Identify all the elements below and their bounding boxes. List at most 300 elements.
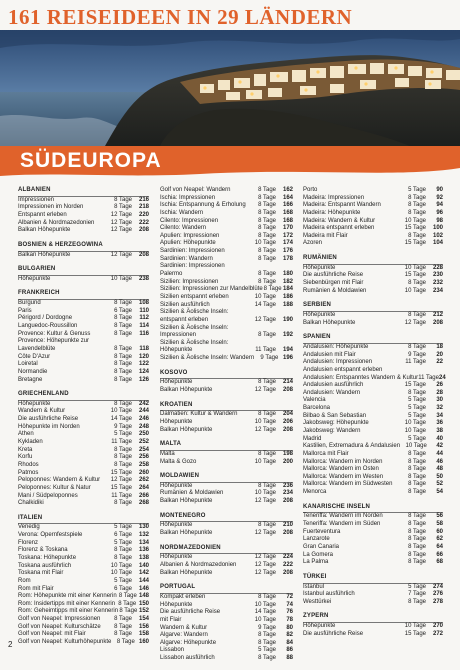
trip-page: 24: [439, 374, 446, 381]
trip-page: 50: [436, 473, 443, 480]
trip-duration: 10 Tage: [254, 490, 276, 497]
trip-row: [303, 584, 443, 592]
trip-row: [18, 369, 149, 377]
trip-name: Höhepunkte: [303, 623, 336, 630]
trip-row: [160, 347, 293, 355]
trip-name: Barcelona: [303, 405, 331, 412]
trip-duration: 8 Tage: [258, 209, 276, 216]
trip-row: [18, 470, 149, 478]
trip-duration: 8 Tage: [408, 513, 426, 520]
trip-name: Rom: Insidertipps mit einer Kennerin: [18, 600, 116, 607]
trip-name: Lanzarote: [303, 536, 330, 543]
trip-name: entspannt erleben: [160, 316, 209, 323]
trip-duration: 8 Tage: [408, 209, 426, 216]
trip-duration: 12 Tage: [110, 219, 132, 226]
trip-name: Die ausführliche Reise: [18, 416, 79, 423]
trip-row: [160, 632, 293, 640]
trip-page: 208: [282, 530, 293, 537]
trip-duration: 10 Tage: [254, 418, 276, 425]
trip-name: Sizilien & Äolische Inseln:: [160, 339, 229, 346]
trip-page: 224: [282, 554, 293, 561]
trip-name: Rumänien & Moldawien: [160, 490, 224, 497]
trip-page: 92: [436, 194, 443, 201]
trip-page: 64: [436, 543, 443, 550]
trip-row: [160, 609, 293, 617]
trip-page: 222: [138, 219, 149, 226]
trip-duration: 5 Tage: [408, 435, 426, 442]
country-section: [18, 266, 149, 283]
trip-page: [276, 325, 293, 333]
trip-row: [303, 474, 443, 482]
trip-row: [18, 540, 149, 548]
trip-name: Lavendelblüte: [18, 345, 56, 352]
trip-duration: 8 Tage: [408, 521, 426, 528]
trip-name: Balkan Höhepunkte: [160, 569, 213, 576]
country-section: [18, 391, 149, 508]
trip-page: 208: [432, 319, 443, 326]
trip-row: [160, 279, 293, 287]
trip-name: Mallorca: Wandern im Osten: [303, 466, 379, 473]
trip-duration: 8 Tage: [408, 232, 426, 239]
trip-duration: 8 Tage: [258, 593, 276, 600]
trip-page: 80: [286, 624, 293, 631]
trip-name: Höhepunkte: [160, 418, 193, 425]
trip-page: 222: [282, 562, 293, 568]
trip-page: 168: [282, 209, 293, 216]
trip-duration: 8 Tage: [408, 559, 426, 566]
trip-row: [160, 195, 293, 203]
trip-duration: 8 Tage: [118, 593, 137, 600]
trip-row: [18, 500, 149, 508]
trip-duration: 10 Tage: [110, 408, 132, 415]
country-title: SPANIEN: [303, 334, 331, 341]
trip-page: 210: [282, 522, 293, 529]
trip-page: 148: [138, 593, 149, 600]
trip-duration: 8 Tage: [408, 312, 426, 318]
trip-duration: 8 Tage: [114, 454, 132, 461]
country-section: [303, 613, 443, 638]
trip-row: [160, 263, 293, 271]
trip-row: [303, 529, 443, 537]
trip-page: 264: [138, 484, 149, 491]
trip-duration: 8 Tage: [258, 217, 276, 224]
trip-row: [160, 602, 293, 610]
trip-page: 228: [432, 264, 443, 271]
trip-name: Ischia: Impressionen: [160, 194, 216, 201]
trip-row: [303, 413, 443, 421]
trip-name: Westtürkei: [303, 598, 332, 605]
trip-duration: 12 Tage: [254, 498, 276, 505]
trip-row: [303, 240, 443, 248]
trip-name: Die ausführliche Reise: [303, 630, 364, 637]
trip-page: 72: [286, 593, 293, 600]
trip-name: Lissabon ausführlich: [160, 655, 215, 662]
trip-page: 250: [138, 431, 149, 438]
trip-name: Balkan Höhepunkte: [18, 227, 71, 234]
trip-row: [160, 218, 293, 226]
trip-page: 208: [138, 227, 149, 234]
trip-row: [303, 312, 443, 320]
trip-row: [18, 631, 149, 639]
trip-duration: 8 Tage: [408, 389, 426, 396]
trip-name: Périgord / Dordogne: [18, 315, 73, 322]
trip-page: 184: [282, 286, 293, 293]
country-section: [160, 187, 293, 363]
trip-page: 138: [138, 555, 149, 561]
trip-row: [160, 340, 293, 348]
trip-duration: 8 Tage: [119, 608, 138, 615]
trip-duration: 8 Tage: [258, 255, 276, 262]
trip-page: 32: [436, 405, 443, 412]
trip-row: [303, 382, 443, 390]
trip-page: 90: [436, 187, 443, 193]
trip-page: 22: [436, 359, 443, 366]
trip-name: Entspannt erleben: [18, 211, 67, 218]
trip-duration: 8 Tage: [114, 196, 132, 203]
trip-row: [18, 323, 149, 331]
trip-row: [18, 593, 149, 601]
trip-duration: 5 Tage: [408, 397, 426, 404]
coastal-town-photo: [0, 30, 460, 146]
page-title: 161 REISEIDEEN IN 29 LÄNDERN: [8, 5, 353, 29]
trip-row: [303, 544, 443, 552]
trip-page: 78: [286, 616, 293, 623]
trip-duration: 10 Tage: [254, 458, 276, 465]
trip-page: 94: [436, 202, 443, 209]
trip-duration: 15 Tage: [110, 469, 132, 476]
country-section: [303, 302, 443, 327]
trip-page: 158: [138, 631, 149, 638]
trip-page: 216: [138, 196, 149, 203]
trip-page: 26: [436, 382, 443, 389]
trip-name: Rom: Geheimtipps mit einer Kennerin: [18, 608, 119, 615]
trip-page: 168: [282, 217, 293, 224]
trip-name: Istanbul ausführlich: [303, 591, 355, 598]
trip-duration: 8 Tage: [114, 361, 132, 368]
trip-duration: 7 Tage: [408, 591, 426, 598]
country-title: ZYPERN: [303, 613, 329, 620]
trip-page: 48: [436, 466, 443, 473]
trip-name: Dalmatien: Kultur & Wandern: [160, 411, 238, 418]
trip-row: [303, 359, 443, 367]
trip-page: 172: [282, 232, 293, 239]
trip-page: 198: [282, 450, 293, 457]
trip-name: Istanbul: [303, 583, 325, 590]
trip-row: [160, 187, 293, 195]
trip-page: 56: [436, 513, 443, 520]
trip-page: 30: [436, 397, 443, 404]
trip-name: Höhepunkte: [160, 554, 193, 561]
trip-duration: 8 Tage: [114, 330, 132, 337]
trip-page: 268: [138, 500, 149, 507]
trip-name: Höhepunkte: [160, 347, 193, 354]
trip-page: 62: [436, 536, 443, 543]
trip-page: 208: [282, 498, 293, 505]
trip-row: [160, 451, 293, 459]
trip-row: [18, 555, 149, 563]
trip-name: Albanien & Nordmazedonien: [18, 219, 95, 226]
trip-page: 100: [432, 225, 443, 232]
trip-duration: 10 Tage: [110, 570, 132, 577]
trip-name: Malta: [160, 450, 175, 457]
trip-name: Normandie: [18, 368, 48, 375]
trip-row: [160, 594, 293, 602]
trip-duration: 8 Tage: [114, 547, 132, 554]
country-title: BOSNIEN & HERZEGOWINA: [18, 241, 103, 248]
trip-row: [18, 624, 149, 632]
trip-name: Florenz & Toskana: [18, 547, 68, 554]
trip-name: Andalusien entspannt erleben: [303, 366, 383, 373]
trip-name: Toskana ausführlich: [18, 562, 72, 569]
trip-duration: 10 Tage: [254, 601, 276, 608]
trip-name: La Gomera: [303, 551, 334, 558]
trip-page: 120: [138, 353, 149, 360]
column-2: [160, 187, 293, 670]
trip-duration: 10 Tage: [254, 293, 276, 300]
trip-duration: 12 Tage: [254, 562, 276, 568]
trip-row: [18, 377, 149, 385]
trip-page: 112: [139, 315, 149, 322]
trip-row: [303, 631, 443, 639]
trip-duration: 8 Tage: [114, 323, 132, 330]
trip-row: [160, 240, 293, 248]
trip-row: [303, 390, 443, 398]
trip-row: [18, 227, 149, 235]
country-section: [160, 513, 293, 538]
trip-duration: 8 Tage: [258, 450, 276, 457]
trip-name: Albanien & Nordmazedonien: [160, 562, 237, 568]
trip-row: [303, 623, 443, 631]
trip-name: Andalusien mit Flair: [303, 351, 356, 358]
trip-row: [18, 493, 149, 501]
trip-duration: 8 Tage: [408, 551, 426, 558]
trip-name: La Palma: [303, 559, 329, 566]
trip-page: 110: [139, 307, 149, 314]
country-title: MOLDAWIEN: [160, 473, 200, 480]
country-section: [303, 255, 443, 295]
trip-page: 98: [436, 217, 443, 224]
trip-row: [160, 562, 293, 570]
trip-page: 46: [436, 458, 443, 465]
trip-name: Kompakt erleben: [160, 593, 206, 600]
country-section: [303, 574, 443, 607]
trip-duration: 8 Tage: [408, 473, 426, 480]
trip-name: Languedoc-Roussillon: [18, 323, 78, 330]
trip-duration: 5 Tage: [408, 412, 426, 419]
trip-row: [160, 530, 293, 538]
trip-page: 154: [138, 616, 149, 623]
trip-name: Andalusien: Impressionen: [303, 359, 373, 366]
trip-duration: 8 Tage: [114, 616, 132, 623]
trip-page: 136: [138, 547, 149, 554]
trip-row: [303, 352, 443, 360]
trip-row: [160, 256, 293, 264]
trip-duration: 12 Tage: [254, 426, 276, 433]
trip-page: 256: [138, 454, 149, 461]
country-section: [18, 290, 149, 384]
trip-duration: 8 Tage: [258, 411, 276, 418]
trip-duration: 10 Tage: [405, 443, 427, 450]
trip-duration: 8 Tage: [408, 481, 426, 488]
trip-duration: 8 Tage: [258, 278, 276, 285]
trip-page: 244: [138, 408, 149, 415]
trip-name: Höhepunkte: [160, 482, 193, 489]
trip-page: 18: [436, 343, 443, 350]
trip-row: [303, 233, 443, 241]
trip-name: Höhepunkte im Norden: [18, 423, 80, 430]
trip-page: [276, 263, 293, 271]
trip-name: Sardinien: Wandern: [160, 255, 213, 262]
trip-row: [303, 367, 443, 375]
trip-row: [160, 483, 293, 491]
trip-duration: [398, 367, 426, 375]
trip-name: Impressionen: [18, 196, 55, 203]
trip-name: Sizilien: Impressionen zur Mandelblüte: [160, 286, 263, 293]
trip-duration: 15 Tage: [404, 382, 426, 389]
trip-row: [18, 586, 149, 594]
trip-row: [18, 300, 149, 308]
trip-page: 218: [138, 204, 149, 211]
trip-row: [303, 436, 443, 444]
trip-row: [18, 331, 149, 339]
trip-row: [303, 225, 443, 233]
trip-duration: 8 Tage: [408, 194, 426, 201]
country-section: [160, 370, 293, 395]
trip-row: [18, 639, 149, 647]
trip-duration: 8 Tage: [114, 500, 132, 507]
country-title: GRIECHENLAND: [18, 391, 69, 398]
trip-page: 84: [286, 639, 293, 646]
trip-page: 246: [138, 416, 149, 423]
country-section: [303, 187, 443, 248]
trip-row: [18, 477, 149, 485]
trip-row: [18, 212, 149, 220]
trip-name: Chalkidiki: [18, 500, 44, 507]
trip-name: Andalusien ausführlich: [303, 382, 364, 389]
trip-duration: 9 Tage: [258, 624, 276, 631]
trip-page: 252: [138, 439, 149, 446]
trip-page: 66: [436, 551, 443, 558]
page-number: 2: [8, 640, 13, 649]
trip-row: [303, 265, 443, 273]
trip-name: mit Flair: [160, 616, 182, 623]
trip-row: [160, 554, 293, 562]
trip-name: Patmos: [18, 469, 39, 476]
trip-duration: 8 Tage: [258, 482, 276, 489]
trip-row: [18, 315, 149, 323]
trip-page: 134: [138, 539, 149, 546]
trip-duration: 5 Tage: [114, 577, 132, 584]
trip-page: 188: [282, 301, 293, 308]
section-banner-title: SÜDEUROPA: [20, 149, 162, 172]
trip-name: Sizilien & Äolische Inseln:: [160, 309, 229, 316]
trip-duration: 8 Tage: [114, 376, 132, 383]
trip-row: [18, 616, 149, 624]
trip-page: 34: [436, 412, 443, 419]
trip-page: 102: [432, 232, 443, 239]
trip-row: [18, 570, 149, 578]
trip-page: 182: [282, 278, 293, 285]
trip-name: Golf von Neapel: Impressionen: [18, 616, 101, 623]
trip-name: Toskana: Höhepunkte: [18, 555, 77, 561]
country-title: NORDMAZEDONIEN: [160, 544, 221, 551]
trip-duration: 11 Tage: [405, 359, 426, 366]
trip-duration: 8 Tage: [114, 555, 132, 561]
trip-page: 86: [286, 647, 293, 654]
trip-page: 160: [138, 639, 149, 646]
trip-page: 28: [436, 389, 443, 396]
trip-row: [160, 647, 293, 655]
country-section: [303, 334, 446, 496]
trip-row: [303, 521, 443, 529]
trip-row: [18, 578, 149, 586]
trip-page: 200: [282, 458, 293, 465]
trip-row: [303, 195, 443, 203]
trip-row: [18, 204, 149, 212]
trip-duration: 8 Tage: [408, 202, 426, 209]
country-section: [160, 441, 293, 466]
trip-name: Mallorca mit Flair: [303, 450, 349, 457]
trip-page: 180: [282, 271, 293, 278]
trip-row: [160, 286, 293, 294]
trip-duration: 10 Tage: [110, 562, 132, 569]
trip-duration: 8 Tage: [114, 368, 132, 375]
country-title: BULGARIEN: [18, 266, 56, 273]
trip-name: Sizilien entspannt erleben: [160, 293, 229, 300]
trip-page: 144: [138, 577, 149, 584]
trip-name: Jakobsweg: Höhepunkte: [303, 420, 369, 427]
trip-page: 76: [286, 609, 293, 616]
trip-name: Provence: Kultur & Genuss: [18, 330, 91, 337]
country-title: KROATIEN: [160, 401, 193, 408]
trip-name: Höhepunkte: [303, 312, 336, 318]
country-title: MONTENEGRO: [160, 512, 206, 519]
trip-name: Gran Canaria: [303, 543, 340, 550]
trip-page: [276, 309, 293, 317]
trip-duration: [104, 338, 132, 346]
trip-name: Burgund: [18, 300, 41, 307]
trip-name: Sardinien: Impressionen: [160, 263, 225, 270]
trip-duration: 12 Tage: [110, 251, 132, 258]
trip-page: 196: [282, 355, 293, 362]
trip-row: [160, 210, 293, 218]
trip-duration: 15 Tage: [110, 484, 132, 491]
trip-page: 192: [282, 332, 293, 339]
trip-duration: 8 Tage: [258, 194, 276, 201]
trip-name: Mallorca: Wandern im Südwesten: [303, 481, 393, 488]
trip-duration: 8 Tage: [114, 315, 132, 322]
trip-page: 44: [436, 450, 443, 457]
trip-duration: 8 Tage: [114, 204, 132, 211]
trip-duration: 8 Tage: [116, 639, 135, 646]
trip-duration: 11 Tage: [255, 347, 276, 354]
trip-duration: 5 Tage: [408, 405, 426, 412]
trip-name: Sizilien ausführlich: [160, 301, 210, 308]
trip-row: [160, 379, 293, 387]
trip-duration: 8 Tage: [114, 300, 132, 307]
trip-duration: 8 Tage: [258, 332, 276, 339]
trip-row: [160, 355, 293, 363]
trip-duration: 8 Tage: [114, 631, 132, 638]
trip-name: Kykladen: [18, 439, 43, 446]
trip-page: 272: [432, 630, 443, 637]
trip-page: 262: [138, 477, 149, 484]
country-section: [160, 402, 293, 435]
trip-page: 88: [286, 655, 293, 662]
trip-name: Ischia: Wandern: [160, 209, 204, 216]
country-title: MALTA: [160, 441, 182, 448]
trip-duration: 8 Tage: [114, 345, 132, 352]
